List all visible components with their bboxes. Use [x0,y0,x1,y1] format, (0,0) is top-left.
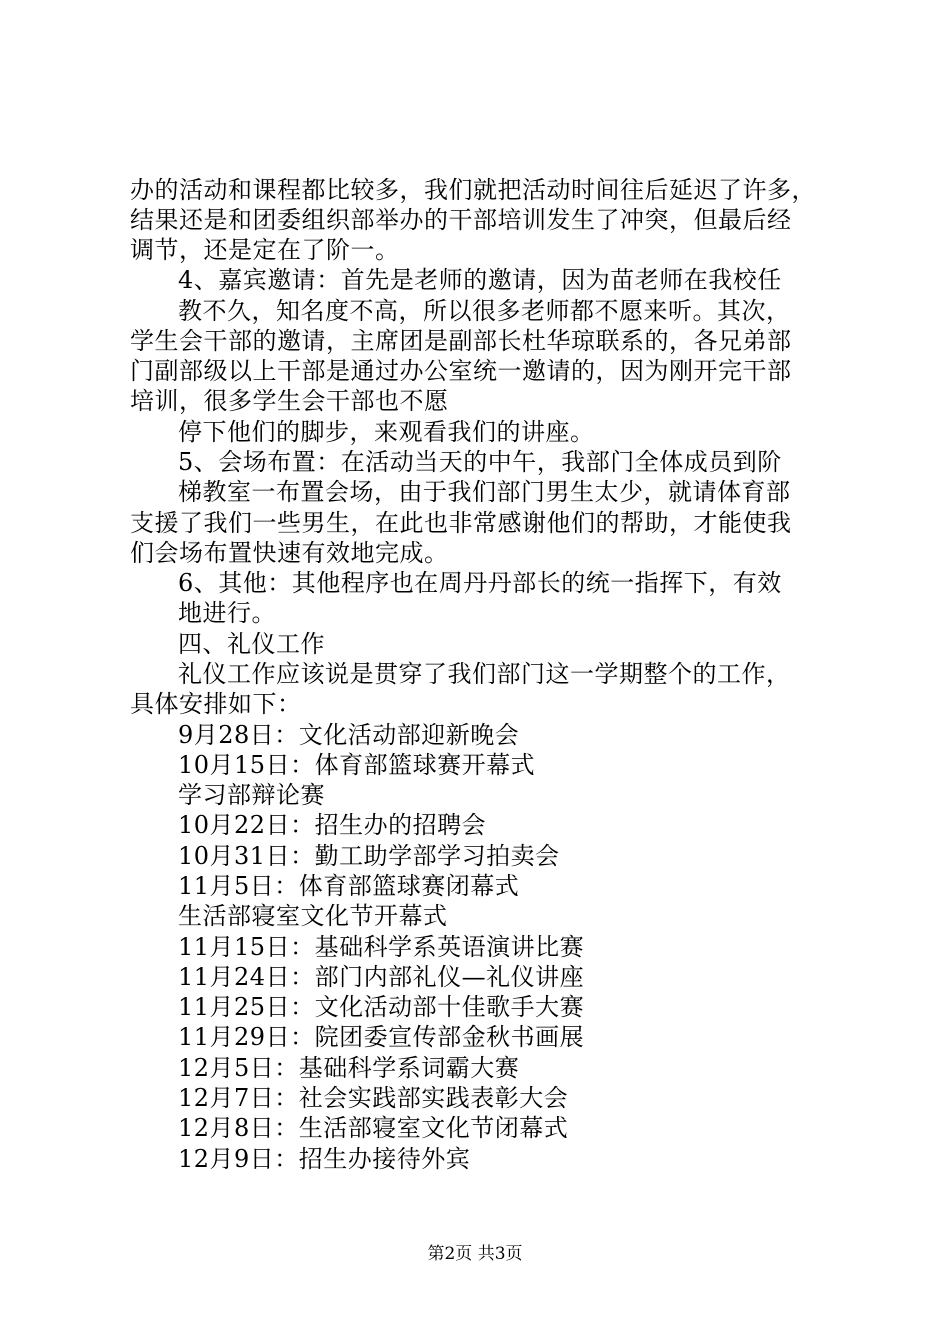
schedule-item: 生活部寝室文化节开幕式 [178,902,448,930]
schedule-item: 12月9日：招生办接待外宾 [178,1145,471,1173]
text-line: 6、其他：其他程序也在周丹丹部长的统一指挥下，有效 [178,569,782,597]
schedule-item: 11月24日：部门内部礼仪—礼仪讲座 [178,963,585,991]
schedule-item: 12月5日：基础科学系词霸大赛 [178,1054,520,1082]
text-line: 5、会场布置：在活动当天的中午，我部门全体成员到阶 [178,448,782,476]
schedule-item: 学习部辩论赛 [178,781,325,809]
schedule-item: 11月25日：文化活动部十佳歌手大赛 [178,993,585,1021]
text-line: 地进行。 [178,599,276,627]
schedule-item: 12月8日：生活部寝室文化节闭幕式 [178,1114,569,1142]
schedule-item: 12月7日：社会实践部实践表彰大会 [178,1084,569,1112]
text-line: 门副部级以上干部是通过办公室统一邀请的，因为刚开完干部 [130,357,792,385]
schedule-item: 9月28日：文化活动部迎新晚会 [178,721,520,749]
text-line: 教不久，知名度不高，所以很多老师都不愿来听。其次， [178,297,791,325]
text-line: 梯教室一布置会场，由于我们部门男生太少，就请体育部 [178,478,791,506]
text-line: 办的活动和课程都比较多，我们就把活动时间往后延迟了许多， [130,176,816,204]
text-line: 结果还是和团委组织部举办的干部培训发生了冲突，但最后经 [130,206,792,234]
section-heading: 四、礼仪工作 [178,630,325,658]
schedule-item: 11月15日：基础科学系英语演讲比赛 [178,933,585,961]
schedule-item: 10月31日：勤工助学部学习拍卖会 [178,842,560,870]
schedule-item: 10月15日：体育部篮球赛开幕式 [178,751,536,779]
schedule-item: 11月29日：院团委宣传部金秋书画展 [178,1023,585,1051]
page-number: 第2页 共3页 [427,1244,523,1264]
text-line: 学生会干部的邀请，主席团是副部长杜华琼联系的，各兄弟部 [130,327,792,355]
schedule-item: 11月5日：体育部篮球赛闭幕式 [178,872,520,900]
text-line: 停下他们的脚步，来观看我们的讲座。 [178,418,595,446]
text-line: 支援了我们一些男生，在此也非常感谢他们的帮助，才能使我 [130,509,792,537]
schedule-item: 10月22日：招生办的招聘会 [178,811,487,839]
text-line: 礼仪工作应该说是贯穿了我们部门这一学期整个的工作， [178,660,791,688]
text-line: 们会场布置快速有效地完成。 [130,539,449,567]
text-line: 调节，还是定在了阶一。 [130,236,400,264]
text-line: 4、嘉宾邀请：首先是老师的邀请，因为苗老师在我校任 [178,266,782,294]
text-line: 培训，很多学生会干部也不愿 [130,387,449,415]
text-line: 具体安排如下： [130,690,302,718]
